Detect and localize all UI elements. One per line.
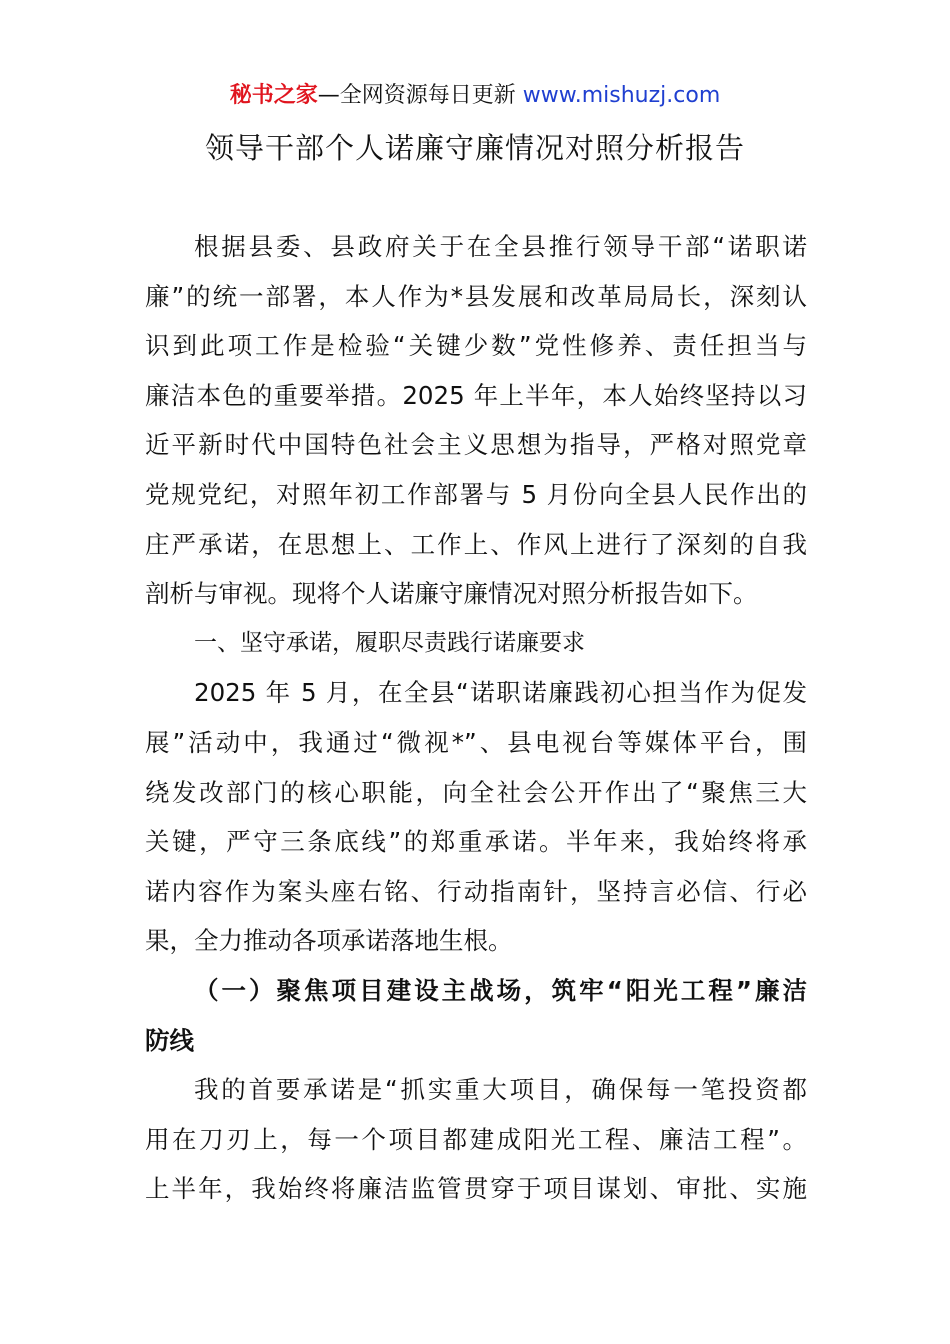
paragraph-line: 党规党纪，对照年初工作部署与 5 月份向全县人民作出的 bbox=[145, 479, 807, 509]
section-heading: 一、坚守承诺，履职尽责践行诺廉要求 bbox=[194, 629, 585, 656]
paragraph-line: 我的首要承诺是“抓实重大项目，确保每一笔投资都 bbox=[194, 1075, 807, 1105]
paragraph-line: 剖析与审视。现将个人诺廉守廉情况对照分析报告如下。 bbox=[145, 579, 758, 609]
paragraph-line: 2025 年 5 月，在全县“诺职诺廉践初心担当作为促发 bbox=[194, 678, 807, 708]
paragraph-line: 用在刀刃上，每一个项目都建成阳光工程、廉洁工程”。 bbox=[145, 1124, 807, 1154]
document-title: 领导干部个人诺廉守廉情况对照分析报告 bbox=[204, 131, 745, 165]
paragraph-line: 上半年，我始终将廉洁监管贯穿于项目谋划、审批、实施 bbox=[145, 1174, 807, 1204]
subsection-heading-cont: 防线 bbox=[145, 1025, 194, 1055]
paragraph-line: 廉”的统一部署，本人作为*县发展和改革局局长，深刻认 bbox=[145, 281, 807, 311]
site-brand: 秘书之家 bbox=[229, 83, 318, 108]
paragraph-line: 关键，严守三条底线”的郑重承诺。半年来，我始终将承 bbox=[145, 827, 807, 857]
site-url-link[interactable]: www.mishuzj.com bbox=[522, 83, 721, 108]
site-header bbox=[0, 80, 950, 112]
paragraph-line: 近平新时代中国特色社会主义思想为指导，严格对照党章 bbox=[145, 430, 807, 460]
paragraph-line: 识到此项工作是检验“关键少数”党性修养、责任担当与 bbox=[145, 331, 807, 361]
paragraph-line: 诺内容作为案头座右铭、行动指南针，坚持言必信、行必 bbox=[145, 876, 807, 906]
paragraph-line: 根据县委、县政府关于在全县推行领导干部“诺职诺 bbox=[194, 232, 807, 261]
document-body bbox=[145, 222, 807, 1214]
subsection-heading: （一）聚焦项目建设主战场，筑牢“阳光工程”廉洁 bbox=[194, 975, 807, 1005]
paragraph-line: 庄严承诺，在思想上、工作上、作风上进行了深刻的自我 bbox=[145, 529, 807, 559]
paragraph-line: 果，全力推动各项承诺落地生根。 bbox=[145, 926, 513, 956]
site-slogan: —全网资源每日更新 bbox=[317, 83, 523, 108]
paragraph-line: 展”活动中，我通过“微视*”、县电视台等媒体平台，围 bbox=[145, 727, 807, 757]
paragraph-line: 绕发改部门的核心职能，向全社会公开作出了“聚焦三大 bbox=[145, 777, 807, 807]
paragraph-line: 廉洁本色的重要举措。2025 年上半年，本人始终坚持以习 bbox=[145, 380, 807, 410]
